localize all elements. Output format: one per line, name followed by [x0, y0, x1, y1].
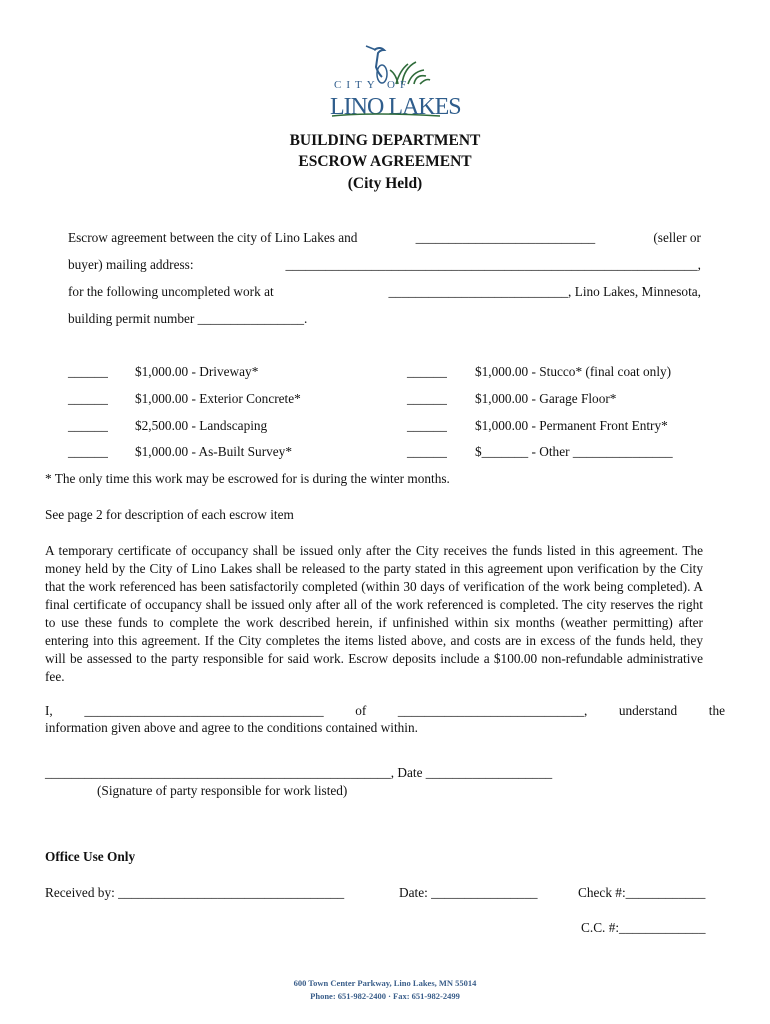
signature-caption: (Signature of party responsible for work listed) — [97, 783, 348, 798]
terms-paragraph: A temporary certificate of occupancy shall be issued only after the City receives the funds listed in this agreement. The money held by the City of Lino Lakes shall be released to the party stated in this agreement upon verification by the City that the work referenced has been satisfactorily completed (within 30 days of verification of the work being completed). A final certificate of occupancy shall be issued only after all of the work referenced is completed. The city reserves the right to use these funds to complete the work described herein, if unfinished within six months (weather permitting) after entering into this agreement. If the City completes the items listed above, and costs are in excess of the funds held, they will be assessed to the party responsible for said work. Escrow deposits include a $100.00 non-refundable administrative fee. — [45, 543, 703, 684]
svg-text:LINO LAKES: LINO LAKES — [330, 94, 461, 120]
intro-text: for the following uncompleted work at — [68, 284, 274, 299]
received-by-field[interactable]: Received by: __________________________________ — [45, 885, 345, 900]
city-logo — [326, 44, 461, 120]
intro-line-1 — [68, 230, 701, 246]
item-garage-floor[interactable]: ______ $1,000.00 - Garage Floor* — [407, 391, 617, 406]
page2-note: See page 2 for description of each escrow item — [45, 507, 294, 522]
item-exterior-concrete[interactable]: ______ $1,000.00 - Exterior Concrete* — [68, 391, 301, 406]
intro-text: buyer) mailing address: — [68, 257, 194, 272]
cc-number-field[interactable]: C.C. #:_____________ — [581, 920, 706, 935]
check-number-field[interactable]: Check #:____________ — [578, 885, 706, 900]
intro-text: Escrow agreement between the city of Lino Lakes and — [68, 230, 358, 245]
footer-address: 600 Town Center Parkway, Lino Lakes, MN 55014 — [293, 978, 477, 988]
item-stucco[interactable]: ______ $1,000.00 - Stucco* (final coat only) — [407, 364, 672, 379]
ack-line-2: information given above and agree to the conditions contained within. — [45, 720, 418, 735]
footer-phone: Phone: 651-982-2400 · Fax: 651-982-2499 — [310, 991, 460, 1001]
intro-line-3: for the following uncompleted work at ___________________________, Lino Lakes, Minnesota, — [68, 284, 701, 299]
ack-line-1: I, ____________________________________ of ____________________________, understand the — [45, 703, 725, 718]
work-address-field[interactable]: ___________________________ — [388, 284, 569, 299]
office-date-field[interactable]: Date: ________________ — [399, 885, 538, 900]
winter-note: * The only time this work may be escrowed for is during the winter months. — [45, 471, 450, 486]
title-city-held: (City Held) — [347, 175, 423, 192]
seller-buyer-field[interactable]: ___________________________ — [415, 230, 596, 245]
title-department: BUILDING DEPARTMENT — [289, 132, 481, 149]
item-as-built-survey[interactable]: ______ $1,000.00 - As-Built Survey* — [68, 444, 292, 459]
company-field[interactable]: ____________________________, — [397, 703, 588, 718]
intro-line-2: buyer) mailing address: ______________________________________________________________, — [68, 257, 701, 272]
item-driveway[interactable]: ______ $1,000.00 - Driveway* — [68, 364, 259, 379]
item-landscaping[interactable]: ______ $2,500.00 - Landscaping — [68, 418, 268, 433]
item-other[interactable]: ______ $_______ - Other _______________ — [407, 444, 673, 459]
name-field[interactable]: ____________________________________ — [84, 703, 324, 718]
intro-text: (seller or — [653, 230, 701, 245]
office-use-heading: Office Use Only — [45, 849, 136, 864]
mailing-address-field[interactable]: ______________________________________________________________ — [285, 257, 698, 272]
svg-text:CITY OF: CITY OF — [334, 79, 412, 91]
item-front-entry[interactable]: ______ $1,000.00 - Permanent Front Entry* — [407, 418, 668, 433]
permit-number-line[interactable]: building permit number ________________. — [68, 311, 308, 326]
signature-date-field[interactable]: ____________________________________________________, Date ___________________ — [45, 765, 553, 780]
title-agreement: ESCROW AGREEMENT — [298, 153, 472, 170]
